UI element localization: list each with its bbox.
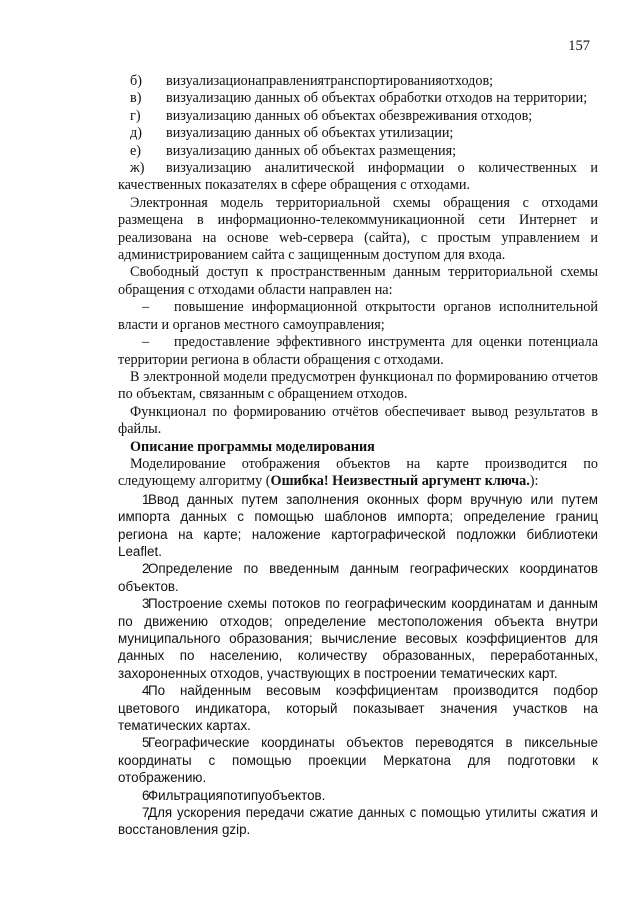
- list-item: [118, 90, 598, 107]
- list-item-text: визуализацию данных об объектах обезвреживания отходов;: [166, 107, 533, 124]
- paragraph-algorithm: [118, 456, 598, 491]
- algorithm-step: [118, 560, 598, 595]
- step-number: 2: [142, 561, 150, 577]
- dash-list-item: [118, 334, 598, 369]
- step-text: Определение по введенным данным географических координатов объектов.: [118, 561, 598, 594]
- dash-item-text: повышение информационной открытости органов исполнительной власти и органов местного самоуправления;: [118, 299, 598, 333]
- list-item-text: визуализацию данных об объектах обработки отходов на территории;: [166, 90, 588, 107]
- list-item-text: визуализационаправлениятранспортированияотходов;: [166, 73, 494, 89]
- paragraph-functional: В электронной модели предусмотрен функционал по формированию отчетов по объектам, связанным с обращением отходов.: [118, 368, 598, 403]
- section-heading: Описание программы моделирования: [130, 438, 375, 455]
- algorithm-step: [118, 804, 598, 839]
- paragraph-model: Электронная модель территориальной схемы обращения с отходами размещена в информационно-телекоммуникационной сети Интернет и реализована на основе web-сервера (сайта), с простым управлением и администрированием сайта с защищенным доступом для входа.: [118, 194, 598, 264]
- step-text: Для ускорения передачи сжатие данных с помощью утилиты сжатия и восстановления gzip.: [118, 805, 598, 838]
- algorithm-intro: Моделирование отображения объектов на карте производится по следующему алгоритму (: [118, 455, 598, 490]
- step-number: 6: [142, 787, 150, 803]
- list-item: [118, 160, 598, 195]
- dash-list-item: [118, 299, 598, 334]
- step-text: Фильтрацияпотипуобъектов.: [148, 787, 326, 803]
- paragraph-access: Свободный доступ к пространственным данным территориальной схемы обращения с отходами области направлен на:: [118, 264, 598, 298]
- list-item: [118, 108, 598, 125]
- list-item-text: визуализацию данных об объектах размещения;: [166, 142, 457, 159]
- list-marker: б): [130, 73, 142, 89]
- list-item-text: визуализацию аналитической информации о количественных и качественных показателях в сфере обращения с отходами.: [118, 160, 598, 194]
- paragraph-export: Функционал по формированию отчётов обеспечивает вывод результатов в файлы.: [118, 403, 598, 438]
- dash-item-text: предоставление эффективного инструмента для оценки потенциала территории региона в области обращения с отходами.: [118, 334, 598, 368]
- page-number: 157: [568, 38, 590, 54]
- algorithm-step: [118, 734, 598, 786]
- list-marker: д): [130, 125, 142, 142]
- algorithm-step: [118, 595, 598, 682]
- page-body: [118, 73, 598, 839]
- list-item: [118, 73, 598, 90]
- algorithm-step: [118, 787, 598, 804]
- step-text: Ввод данных путем заполнения оконных форм вручную или путем импорта данных с помощью шаблонов импорта; определение границ региона на карте; наложение картографической подложки библиотеки Leaflet.: [118, 491, 598, 559]
- list-marker: ж): [130, 160, 145, 177]
- step-text: Построение схемы потоков по географическим координатам и данным по движению отходов; определение местоположения объекта внутри муниципального образования; вычисление весовых коэффициентов для данных по населению, количеству образованных, переработанных, захороненных отходов, участвующих в построении тематических карт.: [118, 596, 598, 681]
- dash-marker: –: [142, 299, 150, 316]
- step-number: 3: [142, 596, 150, 612]
- list-item: [118, 143, 598, 160]
- step-number: 4: [142, 683, 150, 699]
- step-text: По найденным весовым коэффициентам производится подбор цветового индикатора, который показывает значения участков на тематических картах.: [118, 683, 598, 734]
- list-item-text: визуализацию данных об объектах утилизации;: [166, 125, 454, 142]
- dash-marker: –: [142, 334, 150, 351]
- list-marker: е): [130, 142, 142, 159]
- step-number: 5: [142, 735, 150, 751]
- list-marker: г): [130, 107, 141, 124]
- algorithm-step: [118, 491, 598, 561]
- algorithm-step: [118, 682, 598, 734]
- step-text: Географические координаты объектов переводятся в пиксельные координаты с помощью проекции Меркатона для подготовки к отображению.: [118, 735, 598, 786]
- list-item: [118, 125, 598, 142]
- step-number: 1: [142, 491, 150, 507]
- reference-error: Ошибка! Неизвестный аргумент ключа.: [270, 473, 530, 490]
- list-marker: в): [130, 90, 142, 107]
- step-number: 7: [142, 805, 150, 821]
- algorithm-intro-end: ):: [529, 473, 539, 490]
